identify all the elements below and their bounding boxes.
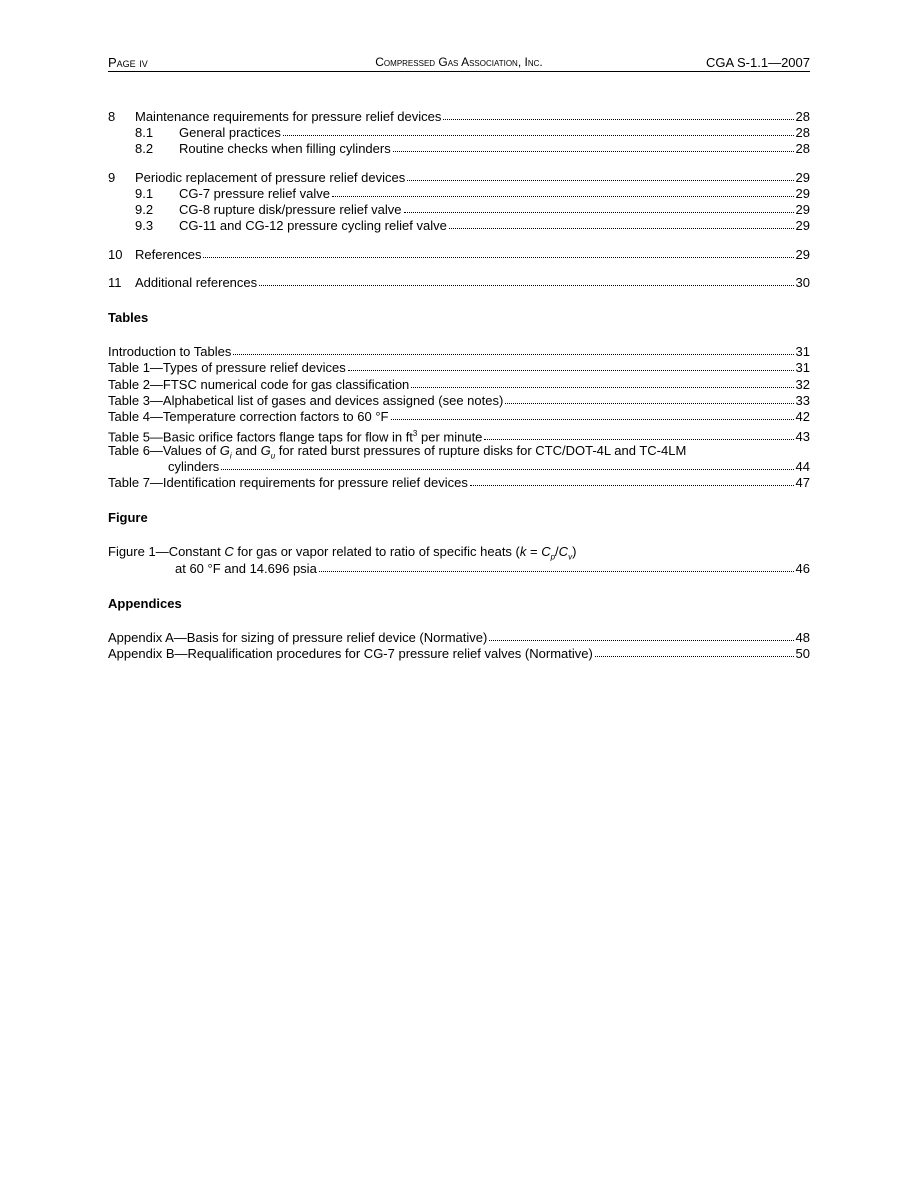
subscript: v xyxy=(568,552,573,562)
toc-entry-section-10[interactable] xyxy=(108,247,810,263)
subscript: i xyxy=(229,451,232,461)
equals: = xyxy=(526,544,542,559)
title-text: for rated burst pressures of rupture disks for CTC/DOT-4L and TC-4LM xyxy=(275,443,687,458)
title-text: and xyxy=(231,443,261,458)
toc-entry-number: 9.3 xyxy=(135,218,154,233)
dot-leader xyxy=(203,246,793,258)
toc-entry-title: at 60 °F and 14.696 psia xyxy=(175,561,317,576)
dot-leader xyxy=(391,408,794,420)
dot-leader xyxy=(484,428,793,440)
toc-entry-page: 32 xyxy=(795,377,810,392)
dot-leader xyxy=(404,201,794,213)
toc-entry-table-intro[interactable] xyxy=(108,344,810,360)
toc-entry-page: 44 xyxy=(795,459,810,474)
title-text-tail: per minute xyxy=(417,429,483,445)
toc-entry-table-1[interactable] xyxy=(108,360,810,376)
toc-entry-number: 8.2 xyxy=(135,141,154,156)
symbol-cp: C xyxy=(541,544,551,559)
toc-entry-table-4[interactable] xyxy=(108,409,810,425)
toc-entry-number: 10 xyxy=(108,247,123,262)
toc-entry-page: 28 xyxy=(795,141,810,156)
title-text: Table 6—Values of xyxy=(108,443,220,458)
dot-leader xyxy=(505,392,793,404)
dot-leader xyxy=(443,108,793,120)
appendices-heading: Appendices xyxy=(108,596,182,611)
symbol-g: G xyxy=(219,443,230,458)
toc-entry-page: 28 xyxy=(795,125,810,140)
superscript: 3 xyxy=(412,429,418,438)
toc-entry-title: CG-7 pressure relief valve xyxy=(179,186,330,201)
toc-entry-number: 9 xyxy=(108,170,116,185)
subscript: u xyxy=(270,451,276,461)
subscript: p xyxy=(550,552,556,562)
toc-entry-number: 11 xyxy=(108,275,122,290)
toc-entry-page: 50 xyxy=(795,646,810,661)
toc-entry-page: 43 xyxy=(795,429,810,445)
toc-entry-title: Table 1—Types of pressure relief devices xyxy=(108,360,346,375)
toc-entry-section-11[interactable] xyxy=(108,275,810,291)
toc-entry-section-9[interactable] xyxy=(108,170,810,186)
toc-entry-title: Maintenance requirements for pressure relief devices xyxy=(135,109,442,124)
toc-entry-number: 8 xyxy=(108,109,116,124)
toc-entry-title: General practices xyxy=(179,125,281,140)
toc-entry-table-2[interactable] xyxy=(108,377,810,393)
dot-leader xyxy=(470,474,794,486)
header-page-number: Page iv xyxy=(108,55,148,70)
toc-entry-number: 9.1 xyxy=(135,186,154,201)
slash: / xyxy=(555,544,559,559)
title-text: for gas or vapor related to ratio of specific heats ( xyxy=(233,544,520,559)
toc-entry-title: Introduction to Tables xyxy=(108,344,232,359)
dot-leader xyxy=(283,124,794,136)
toc-entry-table-5[interactable] xyxy=(108,426,810,445)
toc-entry-page: 28 xyxy=(795,109,810,124)
title-text: Figure 1—Constant xyxy=(108,544,225,559)
dot-leader xyxy=(407,169,793,181)
toc-entry-section-8-2[interactable] xyxy=(135,141,810,157)
toc-entry-number: 8.1 xyxy=(135,125,154,140)
dot-leader xyxy=(411,376,793,388)
toc-entry-page: 30 xyxy=(795,275,810,290)
toc-entry-title: Table 4—Temperature correction factors to 60 °F xyxy=(108,409,389,424)
dot-leader xyxy=(221,458,793,470)
dot-leader xyxy=(348,359,794,371)
toc-entry-page: 29 xyxy=(795,186,810,201)
toc-entry-section-9-2[interactable] xyxy=(135,202,810,218)
header-document-id: CGA S-1.1—2007 xyxy=(705,55,810,70)
toc-entry-title: CG-8 rupture disk/pressure relief valve xyxy=(179,202,402,217)
symbol-cv: C xyxy=(558,544,569,559)
toc-entry-section-9-3[interactable] xyxy=(135,218,810,234)
toc-entry-title: CG-11 and CG-12 pressure cycling relief valve xyxy=(179,218,447,233)
toc-entry-section-8-1[interactable] xyxy=(135,125,810,141)
toc-entry-title: References xyxy=(135,247,202,262)
toc-entry-title: Table 7—Identification requirements for pressure relief devices xyxy=(108,475,468,490)
toc-entry-section-8[interactable] xyxy=(108,109,810,125)
toc-entry-page: 29 xyxy=(795,170,810,185)
toc-entry-title: Routine checks when filling cylinders xyxy=(179,141,391,156)
toc-entry-appendix-b[interactable] xyxy=(108,646,810,662)
toc-entry-number: 9.2 xyxy=(135,202,154,217)
symbol-k: k xyxy=(519,544,527,559)
running-header xyxy=(108,55,810,72)
dot-leader xyxy=(595,645,794,657)
dot-leader xyxy=(332,185,794,197)
dot-leader xyxy=(393,140,794,152)
toc-entry-title: Table 3—Alphabetical list of gases and devices assigned (see notes) xyxy=(108,393,504,408)
toc-entry-page: 31 xyxy=(795,344,810,359)
toc-entry-page: 33 xyxy=(795,393,810,408)
toc-entry-table-7[interactable] xyxy=(108,475,810,491)
toc-entry-section-9-1[interactable] xyxy=(135,186,810,202)
toc-entry-table-6-line2[interactable] xyxy=(168,459,810,475)
toc-entry-title: Table 2—FTSC numerical code for gas classification xyxy=(108,377,410,392)
close-paren: ) xyxy=(572,544,577,559)
toc-entry-title: Appendix B—Requalification procedures for CG-7 pressure relief valves (Normative) xyxy=(108,646,593,661)
toc-entry-page: 47 xyxy=(795,475,810,490)
dot-leader xyxy=(259,274,793,286)
symbol-c: C xyxy=(224,544,234,559)
toc-entry-page: 29 xyxy=(795,218,810,233)
title-text: Table 5—Basic orifice factors flange taps for flow in ft xyxy=(108,429,413,445)
header-organization: Compressed Gas Association, Inc. xyxy=(375,55,543,69)
tables-heading: Tables xyxy=(108,310,149,325)
toc-entry-table-3[interactable] xyxy=(108,393,810,409)
toc-entry-figure-1-line2[interactable] xyxy=(175,561,810,577)
toc-entry-title: Appendix A—Basis for sizing of pressure relief device (Normative) xyxy=(108,630,488,645)
toc-entry-title: Periodic replacement of pressure relief devices xyxy=(135,170,406,185)
figure-heading: Figure xyxy=(108,510,148,525)
toc-entry-page: 46 xyxy=(795,561,810,576)
dot-leader xyxy=(449,217,794,229)
toc-entry-title: cylinders xyxy=(168,459,220,474)
dot-leader xyxy=(319,560,794,572)
toc-entry-page: 48 xyxy=(795,630,810,645)
toc-entry-title: Additional references xyxy=(135,275,258,290)
toc-entry-appendix-a[interactable] xyxy=(108,630,810,646)
toc-entry-page: 29 xyxy=(795,247,810,262)
toc-entry-page: 42 xyxy=(795,409,810,424)
toc-entry-page: 31 xyxy=(795,360,810,375)
toc-entry-page: 29 xyxy=(795,202,810,217)
dot-leader xyxy=(489,629,793,641)
symbol-g: G xyxy=(260,443,271,458)
dot-leader xyxy=(233,343,793,355)
